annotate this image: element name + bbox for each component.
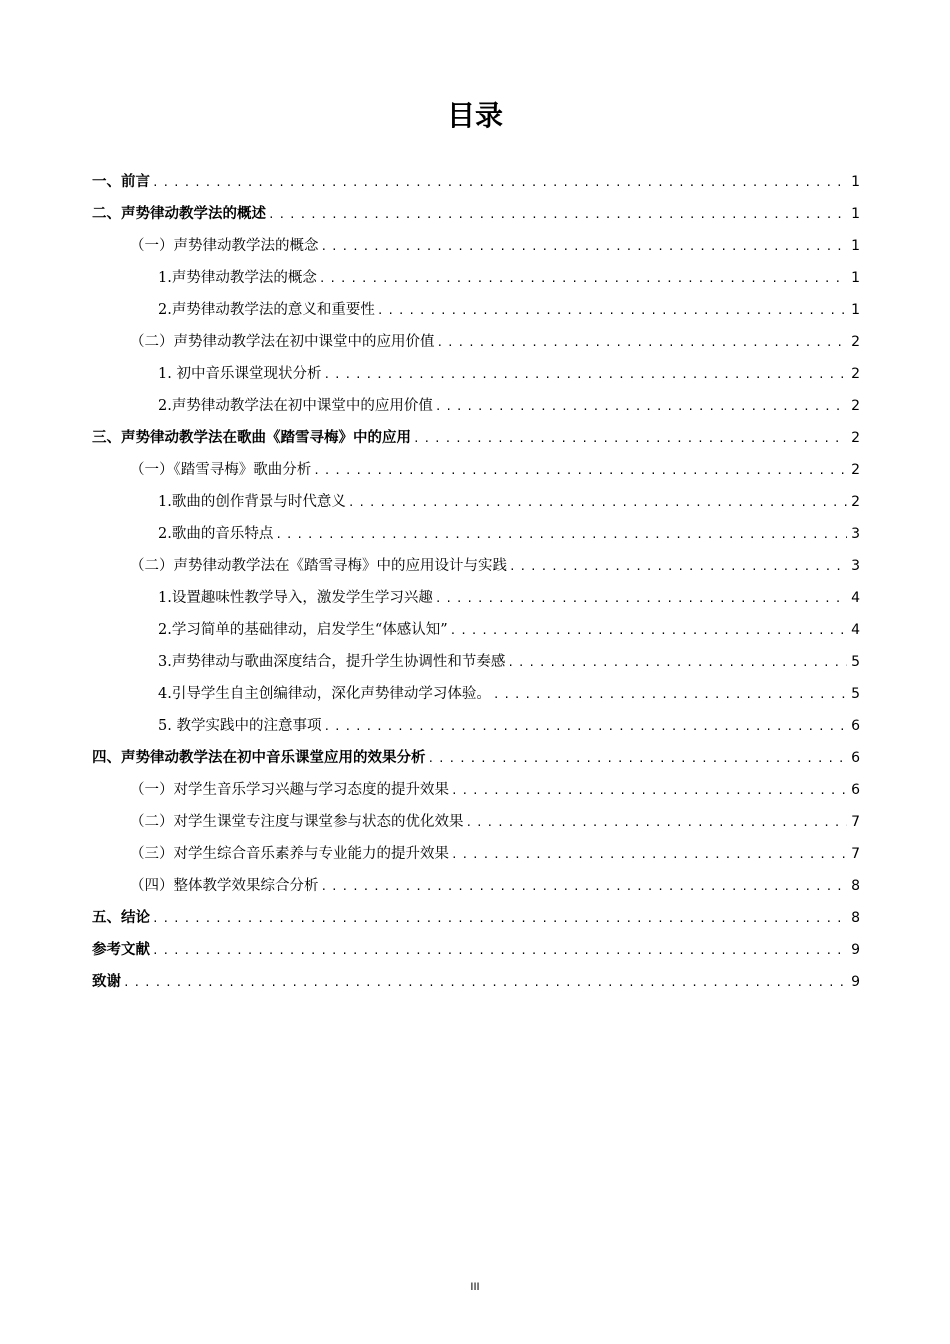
dot-leader: [437, 327, 848, 359]
dot-leader: [321, 231, 848, 263]
dot-leader: [450, 615, 847, 647]
table-of-contents: [92, 166, 860, 998]
page-title: 目录: [446, 99, 503, 132]
toc-entry-page: 2: [851, 430, 860, 446]
toc-entry-preface[interactable]: [92, 166, 860, 198]
toc-entry-label: 二、声势律动教学法的概述: [92, 206, 266, 222]
toc-entry-page: 6: [851, 782, 860, 798]
dot-leader: [152, 935, 847, 967]
toc-entry-label: （三）对学生综合音乐素养与专业能力的提升效果: [130, 846, 449, 862]
dot-leader: [466, 807, 848, 839]
toc-entry-basic-rhythm[interactable]: [92, 614, 860, 646]
toc-entry-interest-effect[interactable]: [92, 774, 860, 806]
toc-entry-page: 2: [851, 494, 860, 510]
dot-leader: [321, 871, 848, 903]
toc-entry-label: （一）《踏雪寻梅》歌曲分析: [130, 462, 312, 478]
toc-entry-page: 2: [851, 334, 860, 350]
toc-entry-label: 2.学习简单的基础律动，启发学生“体感认知”: [158, 622, 448, 638]
toc-entry-label: 参考文献: [92, 942, 150, 958]
toc-entry-label: 2.声势律动教学法在初中课堂中的应用价值: [158, 398, 433, 414]
toc-entry-page: 1: [851, 270, 860, 286]
dot-leader: [348, 487, 847, 519]
dot-leader: [451, 775, 847, 807]
toc-entry-label: 五、结论: [92, 910, 150, 926]
toc-entry-label: 5. 教学实践中的注意事项: [158, 718, 322, 734]
toc-entry-label: （一）声势律动教学法的概念: [130, 238, 319, 254]
toc-entry-label: （一）对学生音乐学习兴趣与学习态度的提升效果: [130, 782, 449, 798]
dot-leader: [413, 423, 847, 455]
toc-entry-application-value[interactable]: [92, 390, 860, 422]
toc-entry-song-features[interactable]: [92, 518, 860, 550]
toc-entry-interesting-intro[interactable]: [92, 582, 860, 614]
toc-entry-page: 2: [851, 462, 860, 478]
toc-entry-effect-analysis[interactable]: [92, 742, 860, 774]
toc-entry-page: 8: [851, 910, 860, 926]
toc-entry-label: 2.声势律动教学法的意义和重要性: [158, 302, 375, 318]
toc-entry-song-analysis-section[interactable]: [92, 454, 860, 486]
toc-entry-label: 1.歌曲的创作背景与时代意义: [158, 494, 346, 510]
dot-leader: [319, 263, 847, 295]
toc-entry-song-application[interactable]: [92, 422, 860, 454]
dot-leader: [323, 359, 847, 391]
dot-leader: [313, 455, 847, 487]
toc-entry-literacy-effect[interactable]: [92, 838, 860, 870]
toc-entry-label: （二）声势律动教学法在初中课堂中的应用价值: [130, 334, 435, 350]
toc-entry-label: 4.引导学生自主创编律动，深化声势律动学习体验。: [158, 686, 491, 702]
dot-leader: [123, 967, 847, 999]
dot-leader: [428, 743, 848, 775]
dot-leader: [435, 583, 847, 615]
dot-leader: [507, 647, 847, 679]
dot-leader: [493, 679, 847, 711]
toc-entry-page: 1: [851, 174, 860, 190]
toc-entry-song-background[interactable]: [92, 486, 860, 518]
dot-leader: [377, 295, 847, 327]
toc-entry-deep-integration[interactable]: [92, 646, 860, 678]
toc-entry-significance[interactable]: [92, 294, 860, 326]
toc-entry-page: 4: [851, 590, 860, 606]
toc-entry-page: 9: [851, 974, 860, 990]
toc-entry-page: 7: [851, 846, 860, 862]
toc-entry-label: 三、声势律动教学法在歌曲《踏雪寻梅》中的应用: [92, 430, 411, 446]
toc-entry-page: 2: [851, 398, 860, 414]
toc-entry-label: 2.歌曲的音乐特点: [158, 526, 274, 542]
toc-entry-page: 5: [851, 686, 860, 702]
toc-entry-acknowledgements[interactable]: [92, 966, 860, 998]
toc-entry-page: 1: [851, 302, 860, 318]
toc-entry-practice-notes[interactable]: [92, 710, 860, 742]
toc-entry-page: 6: [851, 718, 860, 734]
toc-entry-concept-section[interactable]: [92, 230, 860, 262]
toc-entry-label: （四）整体教学效果综合分析: [130, 878, 319, 894]
toc-entry-label: 1.声势律动教学法的概念: [158, 270, 317, 286]
toc-entry-page: 3: [851, 526, 860, 542]
toc-entry-label: （二）对学生课堂专注度与课堂参与状态的优化效果: [130, 814, 464, 830]
toc-entry-page: 8: [851, 878, 860, 894]
toc-entry-self-creation[interactable]: [92, 678, 860, 710]
toc-entry-status-analysis[interactable]: [92, 358, 860, 390]
toc-entry-overall-analysis[interactable]: [92, 870, 860, 902]
toc-entry-overview[interactable]: [92, 198, 860, 230]
dot-leader: [451, 839, 847, 871]
toc-entry-label: 四、声势律动教学法在初中音乐课堂应用的效果分析: [92, 750, 426, 766]
toc-entry-page: 7: [851, 814, 860, 830]
dot-leader: [275, 519, 847, 551]
toc-entry-label: 致谢: [92, 974, 121, 990]
toc-entry-focus-effect[interactable]: [92, 806, 860, 838]
toc-entry-label: 1.设置趣味性教学导入，激发学生学习兴趣: [158, 590, 433, 606]
toc-entry-page: 1: [851, 206, 860, 222]
footer-page-number: III: [470, 1281, 480, 1293]
toc-entry-label: 1. 初中音乐课堂现状分析: [158, 366, 322, 382]
toc-entry-page: 5: [851, 654, 860, 670]
toc-entry-references[interactable]: [92, 934, 860, 966]
dot-leader: [268, 199, 847, 231]
dot-leader: [152, 167, 847, 199]
toc-entry-label: （二）声势律动教学法在《踏雪寻梅》中的应用设计与实践: [130, 558, 507, 574]
toc-entry-page: 2: [851, 366, 860, 382]
toc-entry-concept[interactable]: [92, 262, 860, 294]
toc-entry-page: 3: [851, 558, 860, 574]
dot-leader: [509, 551, 847, 583]
toc-entry-conclusion[interactable]: [92, 902, 860, 934]
toc-entry-page: 4: [851, 622, 860, 638]
toc-entry-page: 1: [851, 238, 860, 254]
toc-entry-page: 6: [851, 750, 860, 766]
dot-leader: [152, 903, 847, 935]
toc-entry-page: 9: [851, 942, 860, 958]
dot-leader: [435, 391, 847, 423]
toc-entry-label: 一、前言: [92, 174, 150, 190]
toc-entry-label: 3.声势律动与歌曲深度结合，提升学生协调性和节奏感: [158, 654, 506, 670]
dot-leader: [323, 711, 847, 743]
toc-entry-design-practice-section[interactable]: [92, 550, 860, 582]
toc-entry-application-value-section[interactable]: [92, 326, 860, 358]
